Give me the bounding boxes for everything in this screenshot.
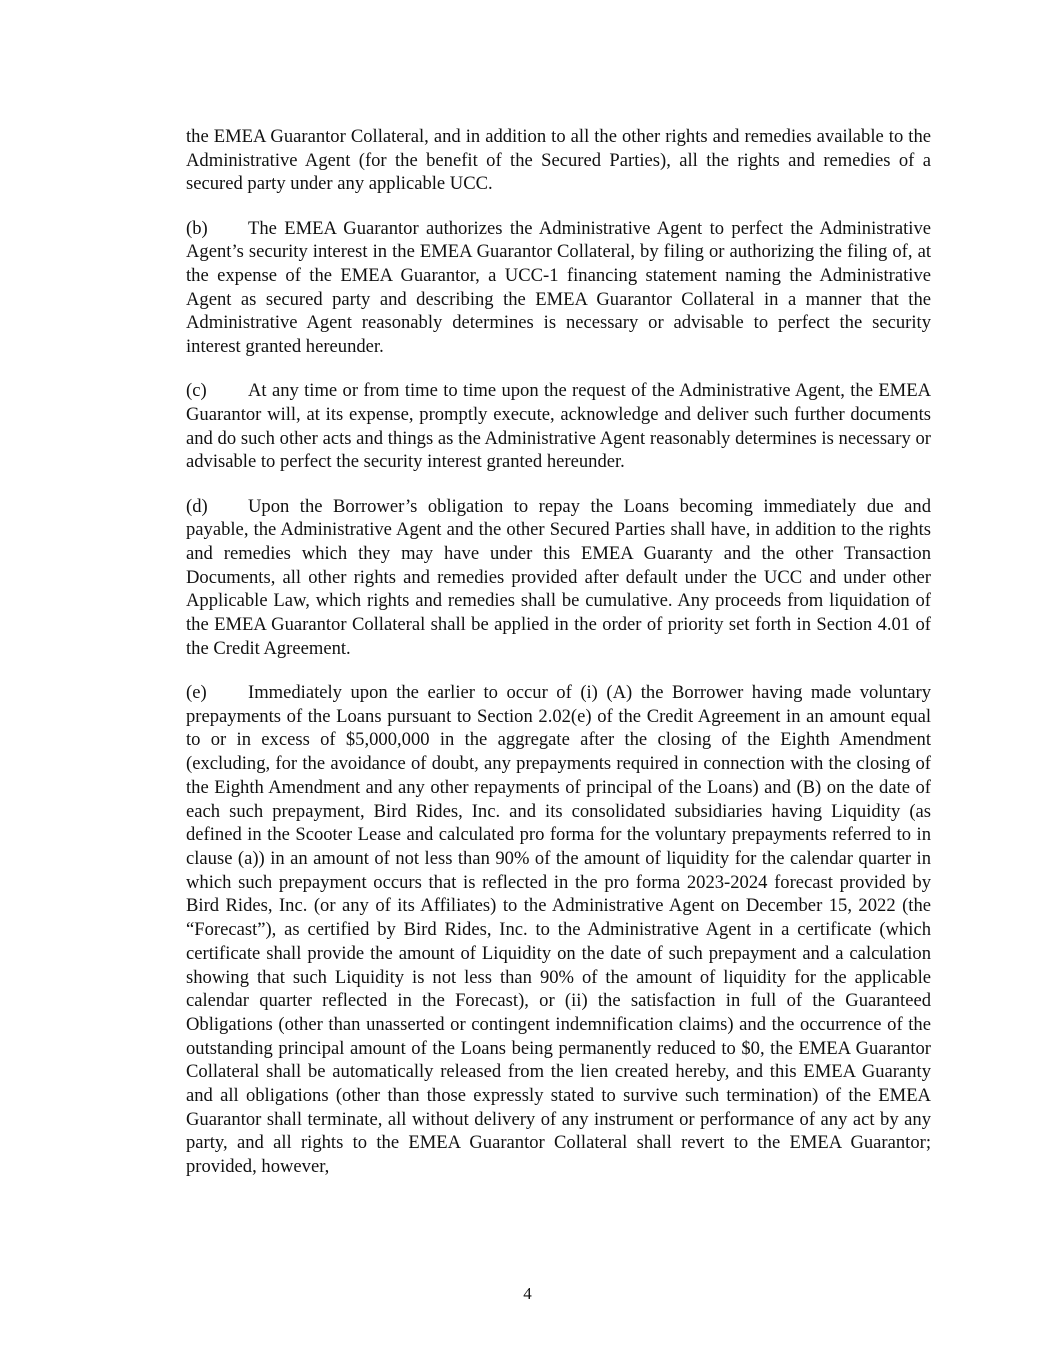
paragraph-label: (c) xyxy=(186,380,207,402)
paragraph-text: the EMEA Guarantor Collateral, and in addition to all the other rights and remedies available to the Administrative Agent (for the benefit of the Secured Parties), all the rights and remedies of a secured party under any applicable UCC. xyxy=(186,126,931,195)
paragraph-d xyxy=(186,495,931,661)
page-number: 4 xyxy=(523,1284,532,1303)
paragraph-text: Upon the Borrower’s obligation to repay the Loans becoming immediately due and payable, the Administrative Agent and the other Secured Parties shall have, in addition to the rights and remedies which they may have under this EMEA Guaranty and the other Transaction Documents, all other rights and remedies provided after default under the UCC and under other Applicable Law, which rights and remedies shall be cumulative. Any proceeds from liquidation of the EMEA Guarantor Collateral shall be applied in the order of priority set forth in Section 4.01 of the Credit Agreement. xyxy=(186,495,931,659)
paragraph-label: (b) xyxy=(186,217,208,239)
paragraph-label: (e) xyxy=(186,682,207,704)
paragraph-text: The EMEA Guarantor authorizes the Administrative Agent to perfect the Administrative Agent’s security interest in the EMEA Guarantor Collateral, by filing or authorizing the filing of, at the expense of the EMEA Guarantor, a UCC-1 financing statement naming the Administrative Agent as secured party and describing the EMEA Guarantor Collateral in a manner that the Administrative Agent reasonably determines is necessary or advisable to perfect the security interest granted hereunder. xyxy=(186,217,931,358)
paragraph-label: (d) xyxy=(186,495,208,517)
paragraph-c xyxy=(186,379,931,474)
paragraph-text: Immediately upon the earlier to occur of (i) (A) the Borrower having made voluntary prepayments of the Loans pursuant to Section 2.02(e) of the Credit Agreement in an amount equal to or in excess of $5,000,000 in the aggregate after the closing of the Eighth Amendment (excluding, for the avoidance of doubt, any prepayments required in connection with the closing of the Eighth Amendment and any other repayments of principal of the Loans) and (B) on the date of each such prepayment, Bird Rides, Inc. and its consolidated subsidiaries having Liquidity (as defined in the Scooter Lease and calculated pro forma for the voluntary prepayments referred to in clause (a)) in an amount of not less than 90% of the amount of liquidity for the calendar quarter in which such prepayment occurs that is reflected in the pro forma 2023-2024 forecast provided by Bird Rides, Inc. (or any of its Affiliates) to the Administrative Agent on December 15, 2022 (the “Forecast”), as certified by Bird Rides, Inc. to the Administrative Agent in a certificate (which certificate shall provide the amount of Liquidity on the date of such prepayment and a calculation showing that such Liquidity is not less than 90% of the amount of liquidity for the applicable calendar quarter reflected in the Forecast), or (ii) the satisfaction in full of the Guaranteed Obligations (other than unasserted or contingent indemnification claims) and the occurrence of the outstanding principal amount of the Loans being permanently reduced to $0, the EMEA Guarantor Collateral shall be automatically released from the lien created hereby, and this EMEA Guaranty and all obligations (other than those expressly stated to survive such termination) of the EMEA Guarantor shall terminate, all without delivery of any instrument or performance of any act by any party, and all rights to the EMEA Guarantor Collateral shall revert to the EMEA Guarantor; provided, however, xyxy=(186,682,931,1178)
paragraph-e xyxy=(186,681,931,1179)
paragraph-b xyxy=(186,217,931,359)
document-body xyxy=(186,125,931,1199)
paragraph-continuation xyxy=(186,125,931,196)
paragraph-text: At any time or from time to time upon the request of the Administrative Agent, the EMEA Guarantor will, at its expense, promptly execute, acknowledge and deliver such further documents and do such other acts and things as the Administrative Agent reasonably determines is necessary or advisable to perfect the security interest granted hereunder. xyxy=(186,380,931,473)
